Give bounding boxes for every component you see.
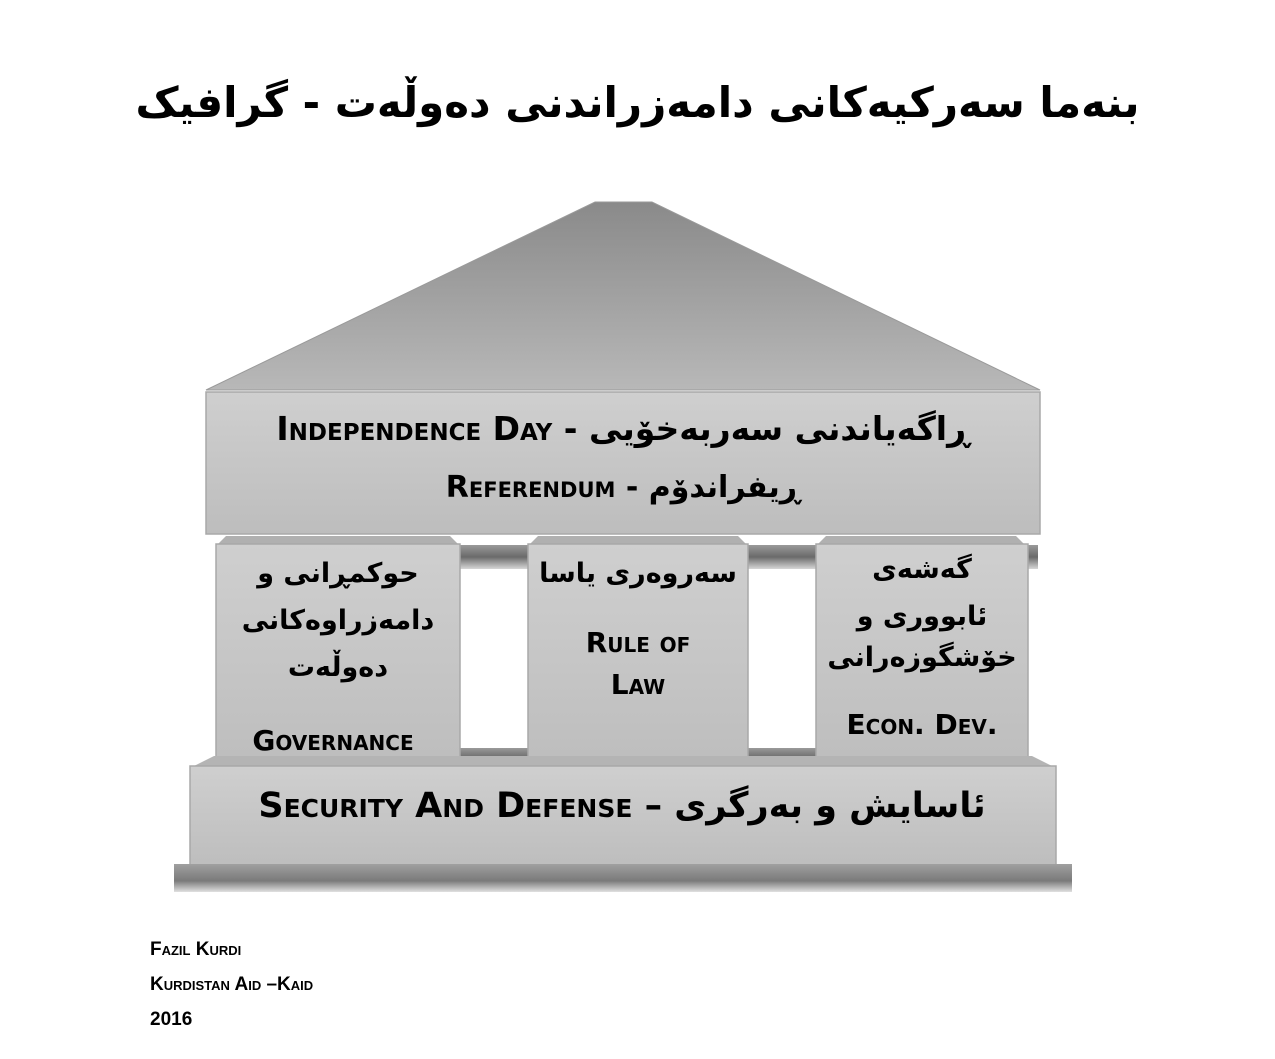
independence-day-label: Independence Day - ڕاگەیاندنی سەربەخۆیی	[276, 409, 970, 448]
security-defense-label: ئاسایش و بەرگری – Security And Defense	[258, 786, 986, 826]
referendum-label: Referendum - ڕیفراندۆم	[445, 470, 801, 505]
econ-dev-label: Econ. Dev.	[846, 708, 998, 741]
roof	[206, 202, 1040, 390]
econ-dev-kurdish-line1: گەشەی	[872, 554, 972, 585]
footer-organization: Kurdistan Aid –Kaid	[150, 974, 314, 995]
governance-kurdish-line3: دەوڵەت	[287, 652, 389, 683]
rule-of-law-kurdish: سەروەری یاسا	[539, 558, 737, 589]
governance-kurdish-line1: حوکمڕانی و	[257, 558, 419, 589]
base-shadow	[174, 864, 1072, 892]
rule-of-law-line2: Law	[610, 668, 666, 701]
footer-year: 2016	[150, 1009, 193, 1030]
econ-dev-kurdish-line2: ئابووری و	[856, 601, 988, 632]
footer-author: Fazil Kurdi	[150, 939, 242, 960]
governance-label: Governance	[252, 724, 414, 757]
rule-of-law-line1: Rule of	[585, 626, 691, 659]
econ-dev-kurdish-line3: خۆشگوزەرانی	[827, 642, 1017, 673]
page-title: بنەما سەرکیەکانی دامەزراندنی دەوڵەت - گرافیک	[135, 78, 1140, 127]
governance-kurdish-line2: دامەزراوەکانی	[241, 605, 435, 636]
